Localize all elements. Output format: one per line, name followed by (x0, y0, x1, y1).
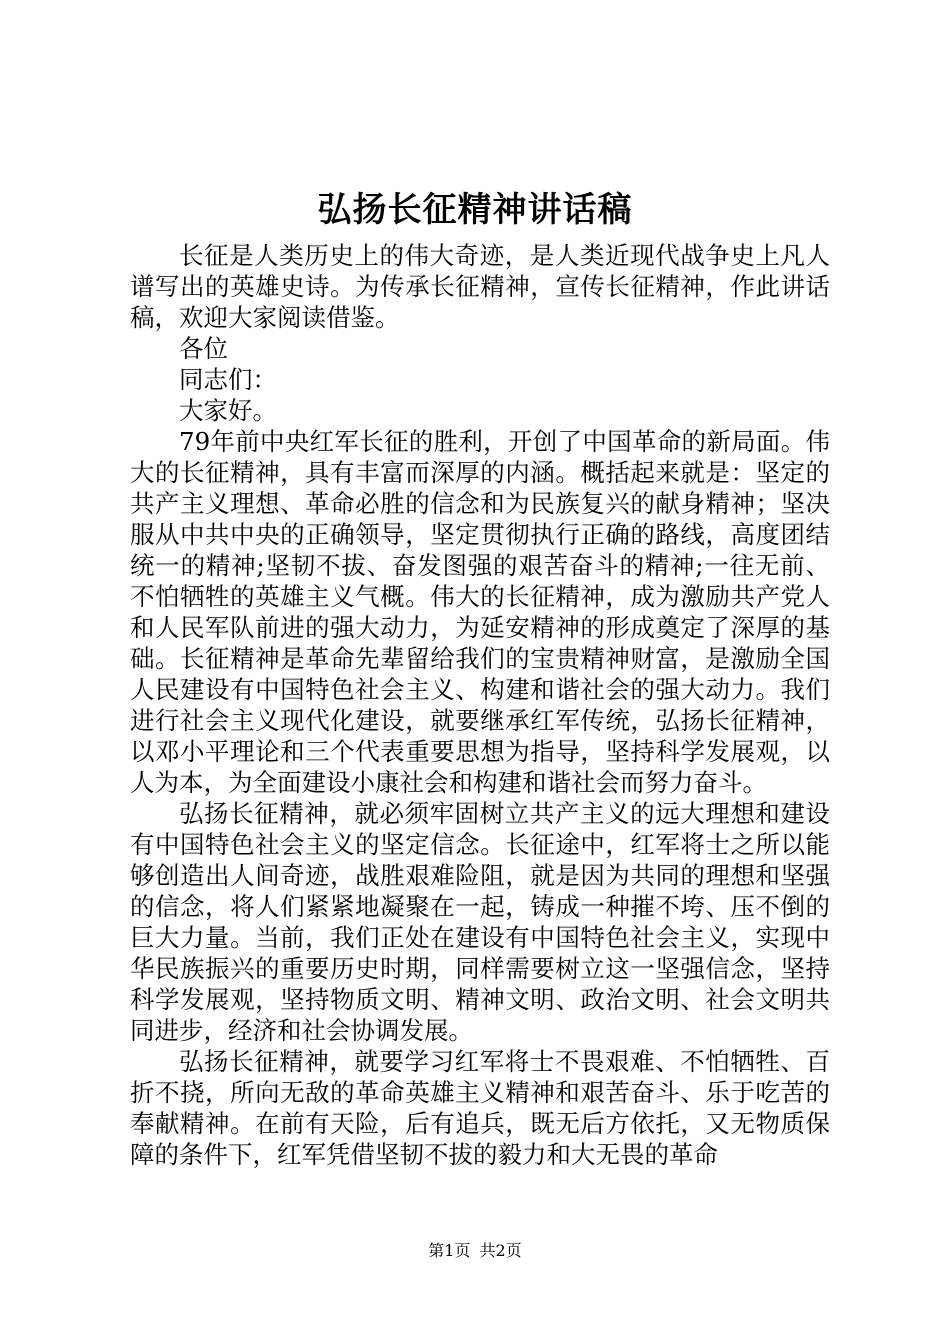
paragraph-intro: 长征是人类历史上的伟大奇迹，是人类近现代战争史上凡人谱写出的英雄史诗。为传承长征精神，宣传长征精神，作此讲话稿，欢迎大家阅读借鉴。 (130, 241, 830, 332)
page-footer: 第1页 共2页 (428, 1241, 522, 1260)
paragraph-body-1: 79年前中央红军长征的胜利，开创了中国革命的新局面。伟大的长征精神，具有丰富而深厚的内涵。概括起来就是：坚定的共产主义理想、革命必胜的信念和为民族复兴的献身精神；坚决服从中共中央的正确领导，坚定贯彻执行正确的路线，高度团结统一的精神;坚韧不拔、奋发图强的艰苦奋斗的精神;一往无前、不怕牺牲的英雄主义气概。伟大的长征精神，成为激励共产党人和人民军队前进的强大动力，为延安精神的形成奠定了深厚的基础。长征精神是革命先辈留给我们的宝贵精神财富，是激励全国人民建设有中国特色社会主义、构建和谐社会的强大动力。我们进行社会主义现代化建设，就要继承红军传统，弘扬长征精神，以邓小平理论和三个代表重要思想为指导，坚持科学发展观，以人为本，为全面建设小康社会和构建和谐社会而努力奋斗。 (130, 427, 830, 797)
paragraph-greeting: 大家好。 (179, 396, 277, 425)
paragraph-body-2: 弘扬长征精神，就必须牢固树立共产主义的远大理想和建设有中国特色社会主义的坚定信念。长征途中，红军将士之所以能够创造出人间奇迹，战胜艰难险阻，就是因为共同的理想和坚强的信念，将人们紧紧地凝聚在一起，铸成一种摧不垮、压不倒的巨大力量。当前，我们正处在建设有中国特色社会主义，实现中华民族振兴的重要历史时期，同样需要树立这一坚强信念，坚持科学发展观，坚持物质文明、精神文明、政治文明、社会文明共同进步，经济和社会协调发展。 (130, 799, 830, 1045)
document-title: 弘扬长征精神讲话稿 (317, 190, 633, 230)
paragraph-body-3: 弘扬长征精神，就要学习红军将士不畏艰难、不怕牺牲、百折不挠，所向无敌的革命英雄主义精神和艰苦奋斗、乐于吃苦的奉献精神。在前有天险，后有追兵，既无后方依托，又无物质保障的条件下，红军凭借坚韧不拔的毅力和大无畏的革命 (130, 1047, 830, 1169)
paragraph-salutation-2: 同志们： (179, 365, 277, 394)
document-body (130, 240, 830, 1170)
paragraph-salutation-1: 各位 (179, 334, 228, 363)
